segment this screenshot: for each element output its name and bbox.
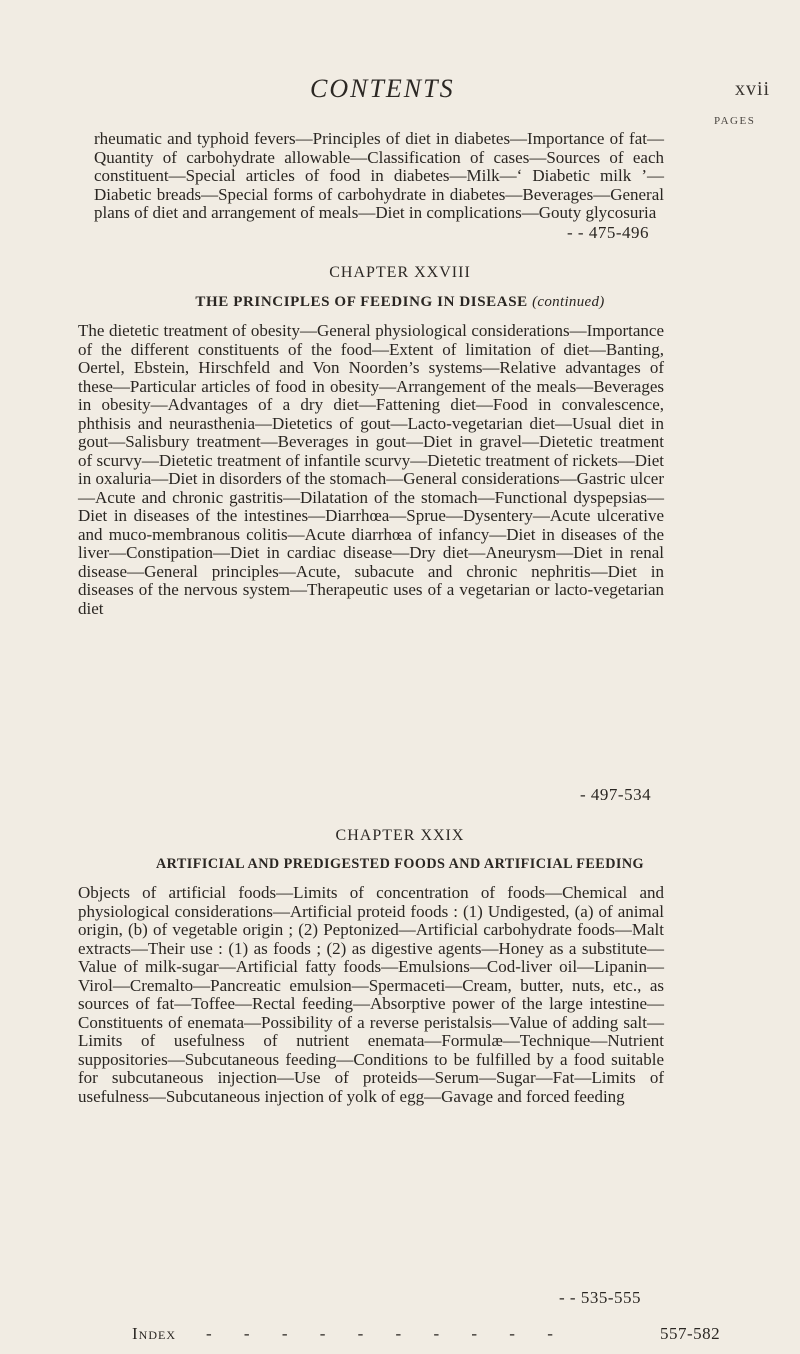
continued-entry-text: rheumatic and typhoid fevers—Principles of diet in diabetes—Importance of fat—Quantity of carbohydrate allowable—Classification of cases—Sources of each constituent—Special articles of food in diabetes—Milk—‘ Diabetic milk ’—Diabetic breads—Special forms of carbohydrate in diabetes—Beverages—General plans of diet and arrangement of meals—Diet in complications—Gouty glycosuria <box>94 129 664 222</box>
chapter-title-text: THE PRINCIPLES OF FEEDING IN DISEASE <box>195 294 528 310</box>
pages-column-label: PAGES <box>714 115 756 127</box>
continued-entry-pages: - - 475-496 <box>567 223 649 242</box>
index-entry <box>0 1324 800 1348</box>
chapter-summary: Objects of artificial foods—Limits of concentration of foods—Chemical and physiological considerations—Artificial proteid foods : (1) Undigested, (a) of animal origin, (b) of vegetable origin ; (2) Peptonized—Artificial carbohydrate foods—Malt extracts—Their use : (1) as foods ; (2) as digestive agents—Honey as a substitute—Value of milk-sugar—Artificial fatty foods—Emulsions—Cod-liver oil—Lipanin—Virol—Cremalto—Pancreatic emulsion—Spermaceti—Cream, butter, nuts, etc., as sources of fat—Toffee—Rectal feeding—Absorptive power of the large intestine—Constituents of enemata—Possibility of a reverse peristalsis—Value of adding salt—Limits of usefulness of nutrient enemata—Formulæ—Technique—Nutrient suppositories—Subcutaneous feeding—Conditions to be fulfilled by a food suitable for subcutaneous injection—Use of proteids—Serum—Sugar—Fat—Limits of usefulness—Subcutaneous injection of yolk of egg—Gavage and forced feeding <box>78 883 664 1106</box>
chapter-pages: - 497-534 <box>580 785 652 804</box>
chapter-title <box>0 294 800 311</box>
chapter-title-text: ARTIFICIAL AND PREDIGESTED FOODS AND ARTIFICIAL FEEDING <box>155 856 645 872</box>
index-pages: 557-582 <box>660 1324 721 1343</box>
chapter-title <box>0 856 800 873</box>
chapter-number: CHAPTER XXVIII <box>329 264 471 281</box>
dot-leader: - - - - - - - - - - <box>206 1324 567 1343</box>
index-label: Index <box>132 1324 176 1343</box>
chapter-summary: The dietetic treatment of obesity—General physiological considerations—Importance of the different constituents of the food—Extent of limitation of diet—Banting, Oertel, Ebstein, Hirschfeld and Von Noorden’s systems—Relative advantages of these—Particular articles of food in obesity—Arrangement of the meals—Beverages in obesity—Advantages of a dry diet—Fattening diet—Food in convalescence, phthisis and neurasthenia—Dietetics of gout—Lacto-vegetarian diet—Usual diet in gout—Salisbury treatment—Beverages in gout—Diet in gravel—Dietetic treatment of scurvy—Dietetic treatment of infantile scurvy—Dietetic treatment of rickets—Diet in oxaluria—Diet in disorders of the stomach—General considerations—Gastric ulcer—Acute and chronic gastritis—Dilatation of the stomach—Functional dyspepsias—Diet in diseases of the intestines—Diarrhœa—Sprue—Dysentery—Acute ulcerative and muco-membranous colitis—Acute diarrhœa of infancy—Diet in diseases of the liver—Constipation—Diet in cardiac disease—Dry diet—Aneurysm—Diet in renal disease—General principles—Acute, subacute and chronic nephritis—Diet in diseases of the nervous system—Therapeutic uses of a vegetarian or lacto-vegetarian diet <box>78 321 664 618</box>
page-number: xvii <box>735 78 771 100</box>
running-head <box>0 74 800 104</box>
chapter-pages: - - 535-555 <box>559 1288 641 1307</box>
chapter-title-qualifier: (continued) <box>532 294 605 310</box>
running-title: CONTENTS <box>310 74 455 103</box>
chapter-number: CHAPTER XXIX <box>335 827 465 844</box>
